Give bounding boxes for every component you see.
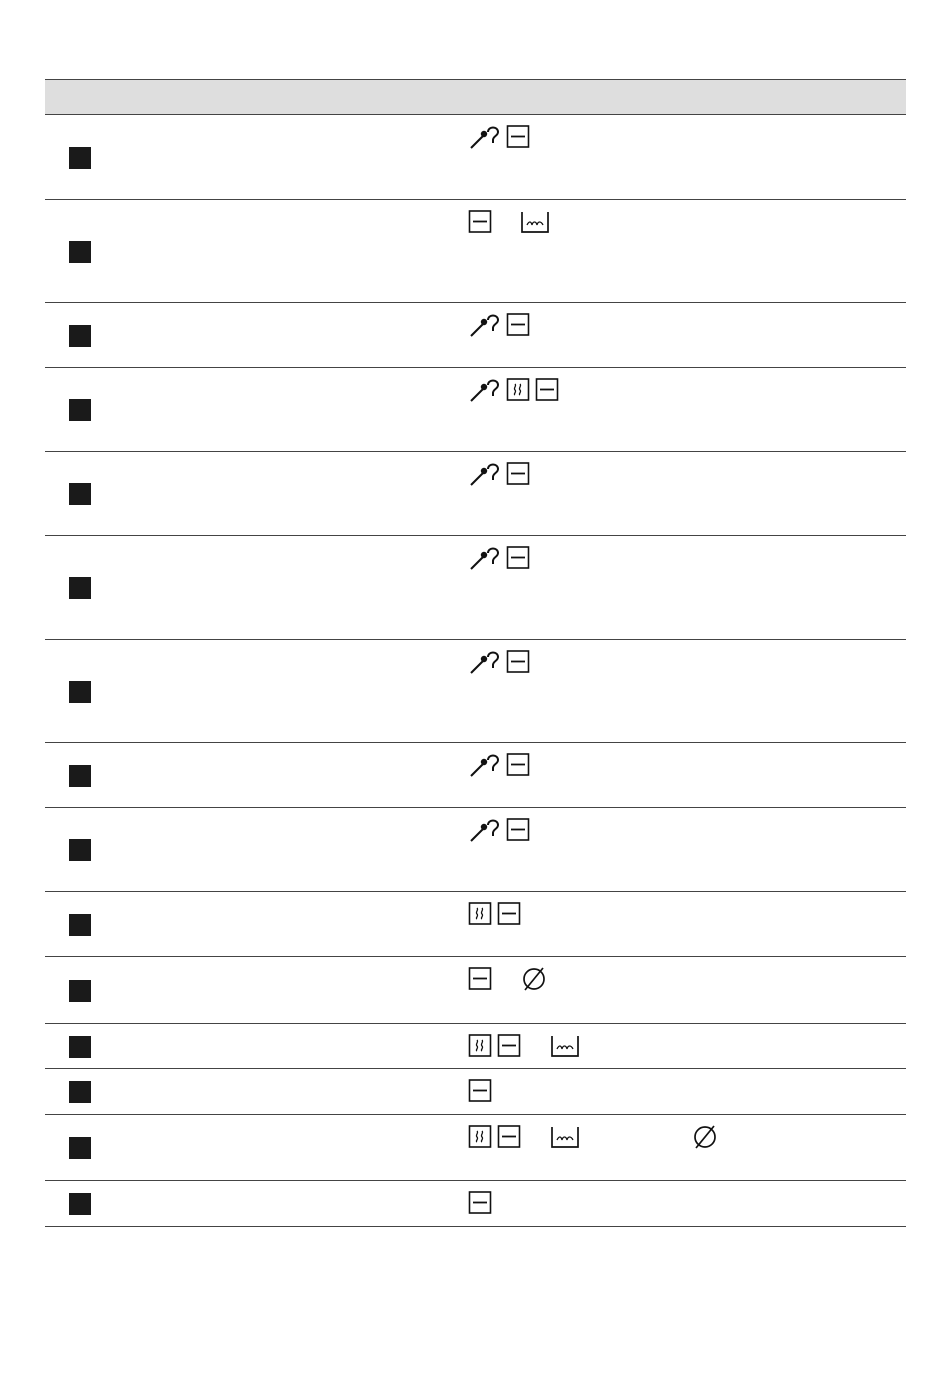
row-marker — [69, 1193, 91, 1215]
oven-heating-icon — [506, 312, 530, 338]
oven-heating-icon — [506, 461, 530, 487]
probe-icon — [468, 752, 500, 778]
table-row — [45, 1115, 906, 1181]
table-row — [45, 640, 906, 743]
row-marker — [69, 914, 91, 936]
water-tray-icon — [550, 1124, 580, 1150]
oven-heating-icon — [468, 1190, 492, 1216]
row-marker — [69, 980, 91, 1002]
table-row — [45, 1069, 906, 1115]
oven-heating-icon — [506, 649, 530, 675]
table-header — [45, 79, 906, 115]
table-row — [45, 808, 906, 892]
oven-heating-icon — [468, 966, 492, 992]
table-row — [45, 1181, 906, 1227]
oven-heating-icon — [506, 752, 530, 778]
oven-heating-icon — [468, 1078, 492, 1104]
oven-heating-icon — [535, 377, 559, 403]
table-row — [45, 115, 906, 200]
row-marker — [69, 1137, 91, 1159]
water-tray-icon — [520, 209, 550, 235]
water-tray-icon — [550, 1033, 580, 1059]
oven-heating-icon — [506, 817, 530, 843]
diameter-icon — [691, 1124, 719, 1150]
oven-heating-icon — [468, 209, 492, 235]
table-row — [45, 303, 906, 368]
row-marker — [69, 681, 91, 703]
row-marker — [69, 1081, 91, 1103]
row-marker — [69, 1036, 91, 1058]
table-row — [45, 536, 906, 640]
table-row — [45, 368, 906, 452]
table-row — [45, 892, 906, 957]
diameter-icon — [520, 966, 548, 992]
table-row — [45, 452, 906, 536]
table-row — [45, 957, 906, 1024]
probe-icon — [468, 545, 500, 571]
probe-icon — [468, 649, 500, 675]
row-marker — [69, 147, 91, 169]
probe-icon — [468, 461, 500, 487]
row-marker — [69, 483, 91, 505]
oven-heating-icon — [497, 901, 521, 927]
instructions-table — [45, 79, 906, 1227]
steam-heating-icon — [468, 1033, 492, 1059]
table-body — [45, 115, 906, 1227]
oven-heating-icon — [497, 1124, 521, 1150]
steam-heating-icon — [468, 901, 492, 927]
row-marker — [69, 839, 91, 861]
probe-icon — [468, 817, 500, 843]
row-marker — [69, 765, 91, 787]
probe-icon — [468, 312, 500, 338]
row-marker — [69, 577, 91, 599]
row-marker — [69, 399, 91, 421]
row-marker — [69, 325, 91, 347]
oven-heating-icon — [506, 124, 530, 150]
table-row — [45, 743, 906, 808]
oven-heating-icon — [506, 545, 530, 571]
steam-heating-icon — [468, 1124, 492, 1150]
probe-icon — [468, 124, 500, 150]
oven-heating-icon — [497, 1033, 521, 1059]
steam-heating-icon — [506, 377, 530, 403]
probe-icon — [468, 377, 500, 403]
table-row — [45, 1024, 906, 1069]
row-marker — [69, 241, 91, 263]
table-row — [45, 200, 906, 303]
